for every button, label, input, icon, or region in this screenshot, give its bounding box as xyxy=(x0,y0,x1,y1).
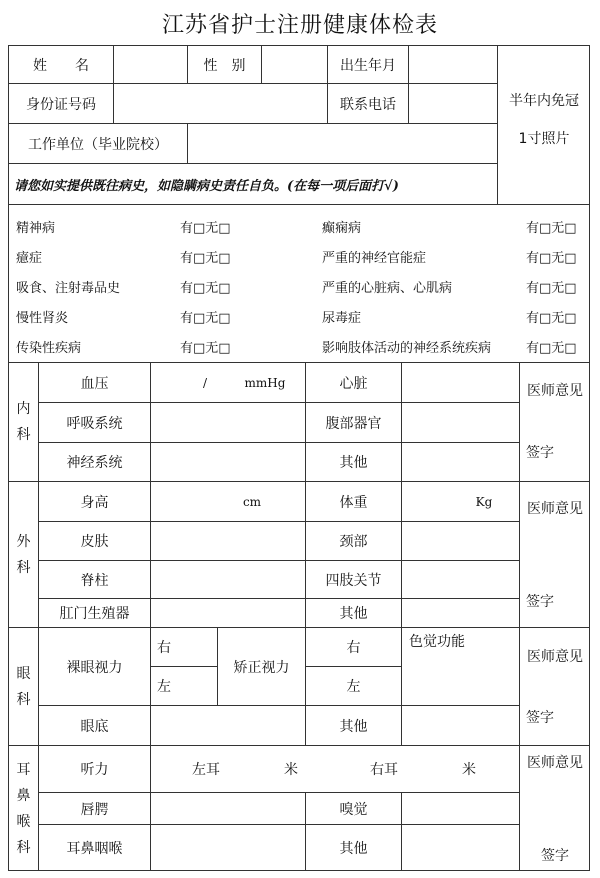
resp-label: 呼吸系统 xyxy=(66,415,123,432)
internal-opinion-label: 医师意见 xyxy=(527,383,583,399)
history-item: 精神病 xyxy=(16,221,56,236)
ent-sign-label: 签字 xyxy=(541,848,569,864)
color-vision-label: 色觉功能 xyxy=(409,634,465,650)
eye-other-label: 其他 xyxy=(339,718,368,735)
history-item: 尿毒症 xyxy=(322,311,362,326)
history-checkbox[interactable]: 有□无□ xyxy=(526,311,577,326)
eye-sign-label: 签字 xyxy=(526,710,554,726)
bp-unit: mmHg xyxy=(244,375,286,390)
divider xyxy=(8,204,590,205)
ent-label: 耳鼻咽喉 xyxy=(66,841,123,857)
spine-label: 脊柱 xyxy=(80,572,109,589)
anal-label: 肛门生殖器 xyxy=(59,606,130,622)
history-checkbox[interactable]: 有□无□ xyxy=(526,341,577,356)
height-unit: cm xyxy=(242,494,262,509)
id-label: 身份证号码 xyxy=(26,96,96,113)
history-item: 严重的神经官能症 xyxy=(322,251,427,266)
history-row xyxy=(16,270,582,300)
history-checkbox[interactable]: 有□无□ xyxy=(526,251,577,266)
right-ear-label: 右耳 xyxy=(370,762,398,778)
bp-label: 血压 xyxy=(80,375,109,392)
history-row xyxy=(16,240,582,270)
dept-surgery xyxy=(9,482,38,627)
divider xyxy=(497,45,498,204)
history-checkbox[interactable]: 有□无□ xyxy=(180,341,231,356)
bp-slash: / xyxy=(202,375,208,390)
history-checkbox[interactable]: 有□无□ xyxy=(180,221,231,236)
divider xyxy=(150,362,151,871)
history-item: 传染性疾病 xyxy=(16,341,82,356)
history-item: 严重的心脏病、心肌病 xyxy=(322,281,453,296)
dept-char: 科 xyxy=(16,559,31,576)
history-item: 吸食、注射毒品史 xyxy=(16,281,121,296)
ent-other-label: 其他 xyxy=(339,841,368,857)
left-ear-label: 左耳 xyxy=(192,762,220,778)
name-field[interactable] xyxy=(114,46,187,83)
dept-char: 科 xyxy=(16,427,31,443)
dept-char: 喉 xyxy=(16,813,31,830)
name-label: 姓 名 xyxy=(33,57,89,74)
internal-other-label: 其他 xyxy=(339,455,368,471)
divider xyxy=(401,362,402,481)
skin-label: 皮肤 xyxy=(80,534,109,550)
work-label: 工作单位（毕业院校） xyxy=(28,136,168,153)
neck-label: 颈部 xyxy=(339,534,368,550)
divider xyxy=(401,481,402,627)
fundus-label: 眼底 xyxy=(80,718,109,735)
history-item: 癔症 xyxy=(16,251,43,266)
abdomen-label: 腹部器官 xyxy=(325,415,382,432)
dept-internal xyxy=(9,363,38,481)
birth-field[interactable] xyxy=(409,46,497,83)
naked-vision-label: 裸眼视力 xyxy=(66,659,123,676)
surgery-other-label: 其他 xyxy=(339,606,368,622)
internal-sign-label: 签字 xyxy=(526,445,554,461)
surgery-opinion-label: 医师意见 xyxy=(527,501,583,517)
weight-unit: Kg xyxy=(475,494,493,509)
corrected-right-label: 右 xyxy=(346,640,361,656)
limbs-label: 四肢关节 xyxy=(325,572,382,589)
heart-label: 心脏 xyxy=(339,375,368,392)
lips-label: 唇腭 xyxy=(80,801,109,818)
divider xyxy=(401,792,402,871)
dept-char: 耳 xyxy=(16,761,31,778)
dept-ent xyxy=(9,746,38,871)
history-checkbox[interactable]: 有□无□ xyxy=(180,251,231,266)
history-item: 影响肢体活动的神经系统疾病 xyxy=(322,341,492,356)
history-checkbox[interactable]: 有□无□ xyxy=(180,281,231,296)
history-checkbox[interactable]: 有□无□ xyxy=(526,281,577,296)
dept-char: 科 xyxy=(16,839,31,856)
naked-right-label: 右 xyxy=(157,640,171,656)
dept-char: 科 xyxy=(16,691,31,708)
birth-label: 出生年月 xyxy=(340,57,396,74)
corrected-left-label: 左 xyxy=(346,679,361,695)
history-checkbox[interactable]: 有□无□ xyxy=(526,221,577,236)
work-field[interactable] xyxy=(188,124,497,163)
divider xyxy=(519,362,520,871)
dept-char: 鼻 xyxy=(16,787,31,804)
neuro-label: 神经系统 xyxy=(66,455,123,471)
form-title: 江苏省护士注册健康体检表 xyxy=(161,13,438,38)
naked-left-label: 左 xyxy=(157,679,171,695)
history-row xyxy=(16,330,582,360)
history-row xyxy=(16,210,582,240)
smell-label: 嗅觉 xyxy=(339,801,368,818)
divider xyxy=(401,627,402,745)
id-field[interactable] xyxy=(114,84,327,123)
left-ear-unit: 米 xyxy=(284,762,298,778)
dept-char: 眼 xyxy=(16,665,31,682)
gender-field[interactable] xyxy=(262,46,327,83)
history-checkbox[interactable]: 有□无□ xyxy=(180,311,231,326)
eye-opinion-label: 医师意见 xyxy=(527,649,583,665)
dept-char: 外 xyxy=(16,533,31,550)
right-ear-unit: 米 xyxy=(462,762,476,778)
phone-label: 联系电话 xyxy=(340,96,396,113)
height-label: 身高 xyxy=(80,494,109,511)
history-item: 慢性肾炎 xyxy=(16,311,69,326)
ent-opinion-label: 医师意见 xyxy=(527,755,583,771)
photo-label-line1: 半年内免冠 xyxy=(509,93,579,109)
history-row xyxy=(16,300,582,330)
history-item: 癫痫病 xyxy=(322,221,362,236)
dept-char: 内 xyxy=(16,401,31,417)
hearing-label: 听力 xyxy=(80,762,109,778)
photo-label-line2: 1寸照片 xyxy=(518,131,570,147)
history-note: 请您如实提供既往病史，如隐瞒病史责任自负。(在每一项后面打√) xyxy=(14,178,399,194)
dept-eye xyxy=(9,628,38,745)
surgery-sign-label: 签字 xyxy=(526,594,554,610)
phone-field[interactable] xyxy=(409,84,497,123)
corrected-vision-label: 矫正视力 xyxy=(233,659,290,676)
gender-label: 性 别 xyxy=(203,57,246,74)
weight-label: 体重 xyxy=(339,494,368,511)
